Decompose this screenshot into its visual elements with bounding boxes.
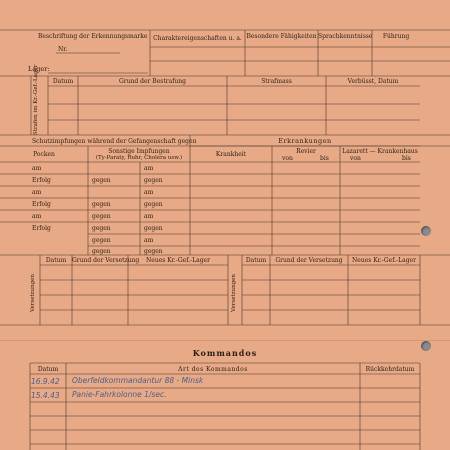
lazarett-header: Lazarett — Krankenhaus (342, 148, 418, 155)
verbuesst-header: Verbüsst, Datum (347, 78, 399, 85)
impfung-row-label: am (144, 189, 154, 196)
sonstige-subheader: (Ty-Paraty, Ruhr, Cholera usw.) (95, 155, 183, 161)
pocken-header: Pocken (33, 151, 55, 158)
kommandos-datum-header: Datum (37, 366, 59, 373)
revier-bis-header: bis (320, 155, 329, 162)
impfung-row-label: gegen (144, 248, 163, 255)
kommando-entry-text: Panie-Fahrkolonne 1/sec. (72, 390, 167, 399)
erkennungsmarke-label: Beschriftung der Erkennungsmarke (38, 33, 148, 40)
impfung-row-label: am (144, 237, 154, 244)
impfung-row-label: gegen (144, 177, 163, 184)
revier-von-header: von (282, 155, 293, 162)
pocken-row-label: am (32, 165, 42, 172)
pocken-row-label: Erfolg (32, 201, 51, 208)
lager-label: Lager: (28, 65, 50, 73)
lazarett-bis-header: bis (402, 155, 411, 162)
versetzung-datum-header-2: Datum (245, 257, 267, 264)
impfung-mid-label: gegen (92, 201, 111, 208)
rueckkehrdatum-header: Rückkehrdatum (365, 366, 415, 373)
versetzungen-side-label-left: Versetzungen (30, 274, 36, 312)
strafen-grund-header: Grund der Bestrafung (119, 78, 186, 85)
lazarett-von-header: von (350, 155, 361, 162)
schutzimpfungen-title: Schutzimpfungen während der Gefangenschaft gegen (32, 138, 197, 145)
faehigkeiten-header: Besondere Fähigkeiten (246, 33, 317, 40)
sonstige-header: Sonstige Impfungen (108, 148, 170, 155)
kommandos-art-header: Art des Kommandos (178, 366, 248, 373)
versetzungen-side-label-right: Versetzungen (231, 274, 237, 312)
impfung-mid-label: gegen (92, 213, 111, 220)
charakter-header: Charaktereigenschaften u. a. (153, 35, 242, 42)
pocken-row-label: am (32, 213, 42, 220)
impfung-mid-label: gegen (92, 237, 111, 244)
krankheit-header: Krankheit (215, 151, 247, 158)
versetzung-lager-header: Neues Kr.-Gef.-Lager (146, 257, 210, 264)
nr-label: Nr. (58, 46, 68, 53)
strafen-datum-header: Datum (52, 78, 74, 85)
impfung-row-label: am (144, 213, 154, 220)
revier-header: Revier (296, 148, 316, 155)
strafen-side-label: Strafen im Kr.-Gef.-Lager (33, 64, 39, 135)
kommandos-title: Kommandos (192, 348, 258, 358)
impfung-row-label: gegen (144, 201, 163, 208)
impfung-mid-label: gegen (92, 248, 111, 255)
fold-crease (0, 340, 450, 341)
impfung-row-label: gegen (144, 225, 163, 232)
strafmass-header: Strafmass (261, 78, 292, 85)
impfung-mid-label: gegen (92, 225, 111, 232)
erkrankungen-header: Erkrankungen (278, 137, 332, 145)
versetzung-datum-header: Datum (45, 257, 67, 264)
pocken-row-label: Erfolg (32, 225, 51, 232)
pocken-row-label: am (32, 189, 42, 196)
punch-hole (421, 341, 431, 351)
punch-hole (421, 226, 431, 236)
kommando-entry-date: 16.9.42 (31, 377, 60, 386)
impfung-row-label: am (144, 165, 154, 172)
pocken-row-label: Erfolg (32, 177, 51, 184)
versetzung-grund-header-2: Grund der Versetzung (275, 257, 343, 264)
sprachen-header: Sprachkenntnisse (318, 33, 373, 40)
kommando-entry-date: 15.4.43 (31, 391, 60, 400)
versetzung-lager-header-2: Neues Kr.-Gef.-Lager (352, 257, 416, 264)
kommando-entry-text: Oberfeldkommandantur 88 - Minsk (72, 376, 204, 385)
impfung-mid-label: gegen (92, 177, 111, 184)
versetzung-grund-header: Grund der Versetzung (72, 257, 140, 264)
fuehrung-header: Führung (382, 33, 410, 40)
